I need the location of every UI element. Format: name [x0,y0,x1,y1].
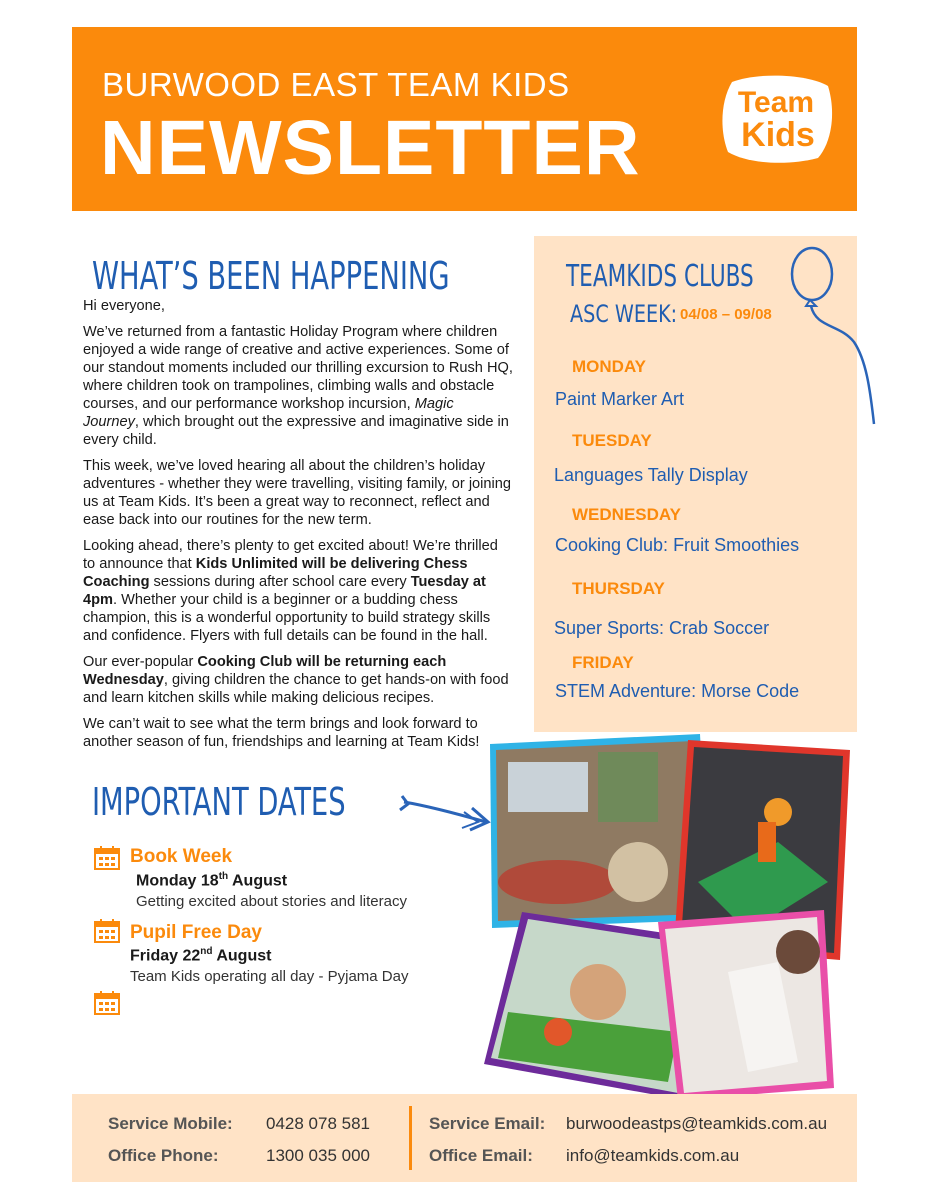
date-day-book-week: Monday 18th August [136,871,288,890]
logo-text-team: Team [737,86,815,119]
adventures-paragraph: This week, we’ve loved hearing all about the children’s holiday adventures - whether they were travelling, visiting family, or joining us at Team Kids. It’s been a great way to reconnect, reflect and ease back into our routines for the new term. [83,458,512,528]
club-day-tuesday: TUESDAY [572,431,652,450]
greeting-paragraph: Hi everyone, [83,298,165,314]
date-day-pupil-free-day: Friday 22nd August [130,946,272,965]
service-email-value[interactable]: burwoodeastps@teamkids.com.au [566,1114,828,1133]
photo-collage [478,732,858,1100]
club-day-friday: FRIDAY [572,653,634,672]
holiday-paragraph: We’ve returned from a fantastic Holiday Program where children enjoyed a wide range of creative and active experiences. Some of our standout moments included our thrilling excursion to Rush HQ, where children took on trampolines, climbing walls and obstacle courses, and our performance workshop incursion, Magic Journey, which brought out the expressive and imaginative side in every child. [83,324,513,448]
club-activity-friday: STEM Adventure: Morse Code [555,681,800,701]
photo-holiday-program-1 [490,734,710,928]
office-email-value[interactable]: info@teamkids.com.au [566,1146,740,1165]
office-email-label: Office Email: [429,1146,533,1165]
club-activity-thursday: Super Sports: Crab Soccer [554,618,770,638]
header-title: NEWSLETTER [100,105,641,191]
office-phone-label: Office Phone: [108,1146,219,1165]
club-day-monday: MONDAY [572,357,646,376]
office-phone-value: 1300 035 000 [266,1146,370,1165]
chess-paragraph: Looking ahead, there’s plenty to get excited about! We’re thrilled to announce that Kids Unlimited will be delivering Chess Coaching sessions during after school care every Tuesday at 4pm. Whether your child is a beginner or a budding chess champion, this is a wonderful opportunity to build strategy skills and confidence. Flyers with full details can be found in the hall. [83,538,498,644]
footer-contact-bar [72,1094,857,1182]
calendar-icon [94,991,120,1015]
whats-happening-body [83,297,513,759]
date-title-pupil-free-day: Pupil Free Day [130,922,262,943]
header-subtitle: BURWOOD EAST TEAM KIDS [102,66,570,103]
whats-happening-heading: WHAT’S BEEN HAPPENING [92,254,450,298]
club-activity-wednesday: Cooking Club: Fruit Smoothies [555,535,800,555]
logo-text-kids: Kids [741,116,815,154]
footer-divider [409,1106,412,1170]
date-desc-book-week: Getting excited about stories and literacy [136,893,407,910]
service-mobile-label: Service Mobile: [108,1114,233,1133]
date-title-book-week: Book Week [130,846,233,867]
service-mobile-value: 0428 078 581 [266,1114,370,1133]
asc-week-label: ASC WEEK: [570,300,678,328]
team-kids-logo [718,72,836,164]
club-day-thursday: THURSDAY [572,579,665,598]
club-day-wednesday: WEDNESDAY [572,505,681,524]
calendar-icon [94,919,120,943]
clubs-heading: TEAMKIDS CLUBS [566,259,754,294]
closing-paragraph: We can’t wait to see what the term brings and look forward to another season of fun, friendships and learning at Team Kids! [83,716,480,750]
date-desc-pupil-free-day: Team Kids operating all day - Pyjama Day [130,968,409,985]
asc-week-dates: 04/08 – 09/08 [680,306,772,323]
calendar-icon [94,846,120,870]
photo-holiday-program-4 [658,910,834,1100]
balloon-icon [780,238,880,428]
important-dates-heading: IMPORTANT DATES [92,780,346,824]
club-activity-tuesday: Languages Tally Display [554,465,748,485]
cooking-paragraph: Our ever-popular Cooking Club will be returning each Wednesday, giving children the chance to get hands-on with food and learn kitchen skills while making delicious recipes. [83,654,509,706]
club-activity-monday: Paint Marker Art [555,389,685,409]
service-email-label: Service Email: [429,1114,546,1133]
